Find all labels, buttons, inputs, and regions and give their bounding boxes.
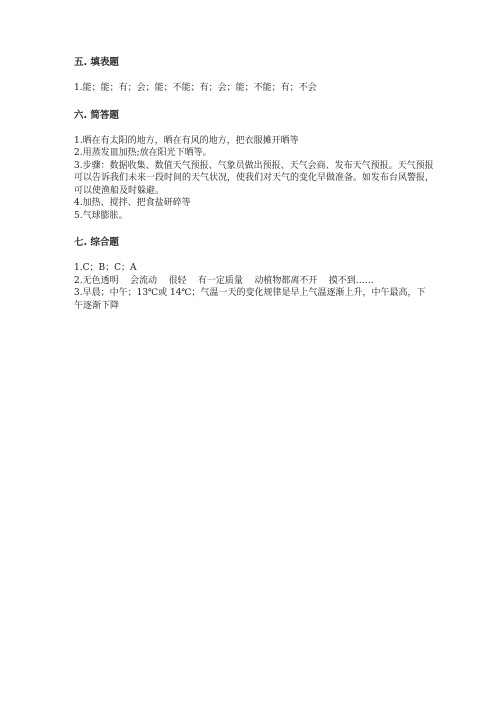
section-title: 七. 综合题	[74, 237, 119, 248]
answer-line: 4.加热、搅拌、把食盐研碎等	[74, 198, 191, 208]
answer-line: 1.能；能；有；会；能；不能；有；会；能；不能；有；不会	[74, 83, 317, 93]
answer-line: 2.无色透明 会流动 很轻 有一定质量 动植物都离不开 摸不到……	[74, 275, 374, 286]
answer-line: 1.晒在有太阳的地方，晒在有风的地方，把衣服摊开晒等	[74, 135, 299, 146]
answer-line: 2.用蒸发皿加热;放在阳光下晒等。	[74, 148, 212, 158]
section-title: 六. 简答题	[74, 109, 119, 121]
answer-line: 3.步骤：数据收集、数值天气预报、气象员做出预报、天气会商、发布天气预报。天气预报可以告诉我们未来一段时间的天气状况，使我们对天气的变化早做准备。如发布台风警报，可以使渔船及时躲避。	[74, 160, 435, 196]
answer-line: 1.C；B；C；A	[74, 263, 137, 273]
section-fill-table	[74, 56, 434, 95]
section-title: 五. 填表题	[74, 57, 119, 68]
section-short-answer	[74, 109, 434, 223]
answer-line: 5.气球膨胀。	[74, 210, 128, 221]
answer-line: 3.早晨；中午；13℃或 14℃；气温一天的变化规律是早上气温逐渐上升，中午最高，下午逐渐下降	[74, 288, 426, 311]
section-comprehensive	[74, 236, 434, 312]
answer-page	[74, 56, 434, 326]
